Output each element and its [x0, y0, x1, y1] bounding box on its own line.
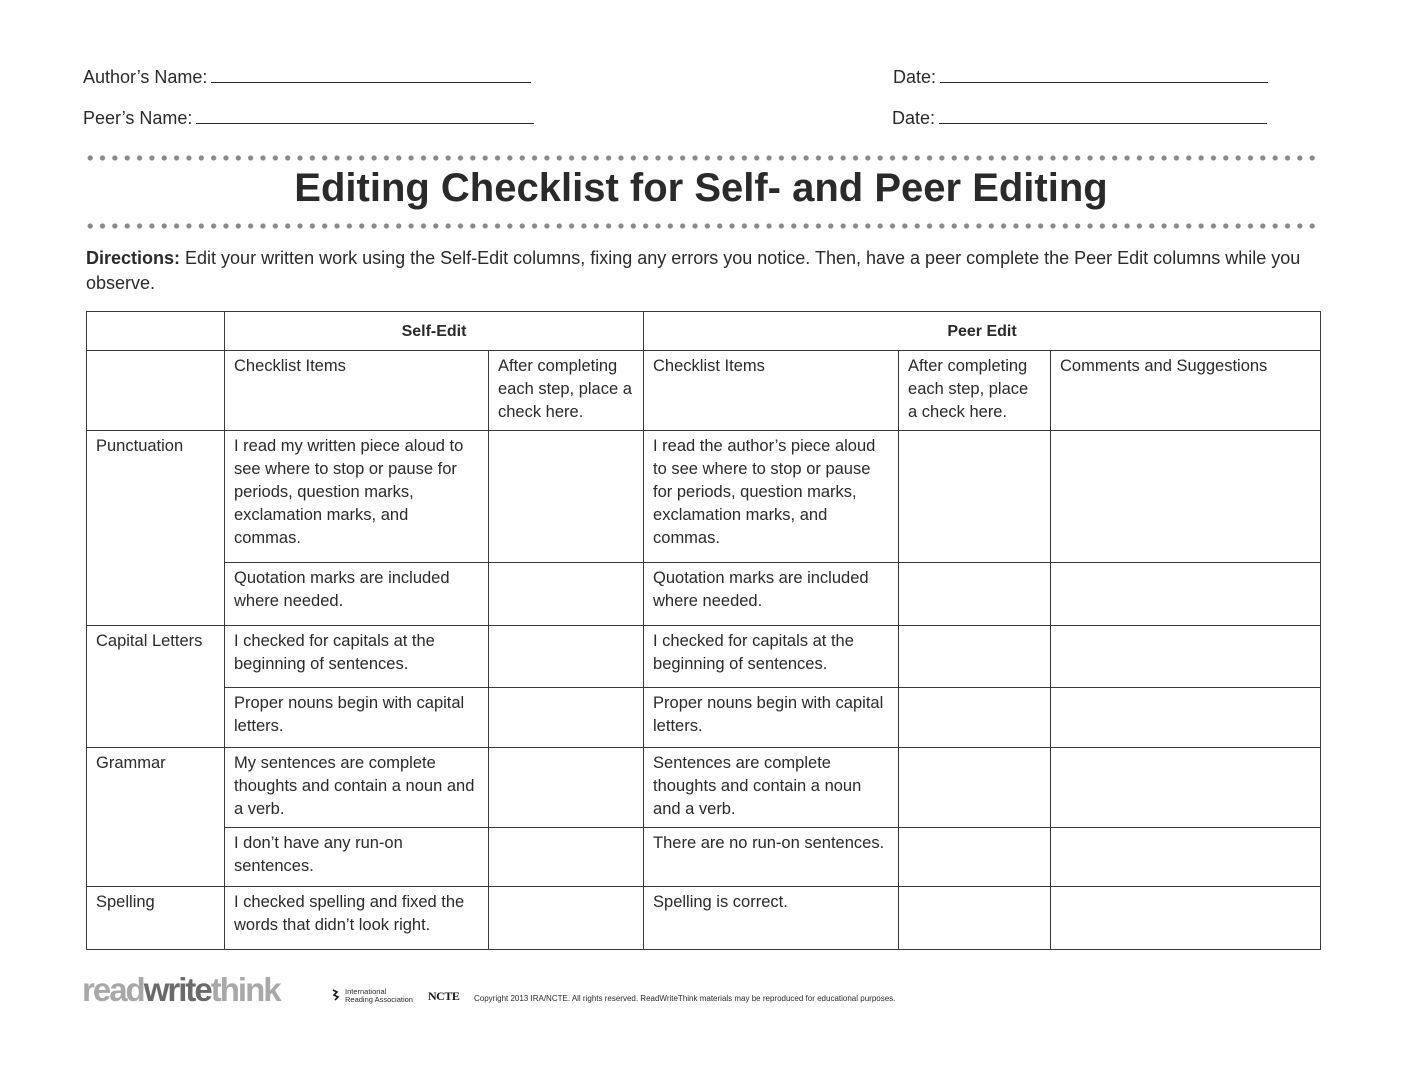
author-name-field[interactable] [83, 66, 531, 88]
category-grammar: Grammar [87, 748, 225, 887]
peer-item: Sentences are complete thoughts and contain a noun and a verb. [644, 748, 899, 828]
peer-date-field[interactable] [892, 107, 1267, 129]
peer-checklist-items-header: Checklist Items [644, 351, 899, 431]
empty-corner-cell [87, 312, 225, 351]
peer-date-line [939, 107, 1267, 124]
self-check-cell[interactable] [489, 828, 644, 887]
author-name-label: Author’s Name: [83, 67, 208, 87]
self-check-cell[interactable] [489, 431, 644, 563]
self-item: My sentences are complete thoughts and contain a noun and a verb. [225, 748, 489, 828]
footer [82, 970, 982, 1010]
column-header-row [87, 351, 1321, 431]
readwritethink-logo: readwritethink [82, 971, 280, 1008]
author-date-line [940, 66, 1268, 83]
peer-item: I read the author’s piece aloud to see where to stop or pause for periods, question marks, exclamation marks, and commas. [644, 431, 899, 563]
table-row [87, 748, 1321, 828]
self-check-header: After completing each step, place a check here. [489, 351, 644, 431]
self-check-cell[interactable] [489, 626, 644, 688]
peer-item: There are no run-on sentences. [644, 828, 899, 887]
comments-cell[interactable] [1051, 887, 1321, 950]
self-item: I checked for capitals at the beginning of sentences. [225, 626, 489, 688]
comments-cell[interactable] [1051, 626, 1321, 688]
directions-label: Directions: [86, 248, 181, 268]
directions-text: Edit your written work using the Self-Edit columns, fixing any errors you notice. Then, have a peer complete the Peer Edit columns while you observe. [86, 248, 1301, 293]
table-row [87, 563, 1321, 626]
copyright-text: Copyright 2013 IRA/NCTE. All rights reserved. ReadWriteThink materials may be reproduced for educational purposes. [474, 994, 896, 1003]
peer-date-label: Date: [892, 108, 936, 128]
comments-cell[interactable] [1051, 563, 1321, 626]
comments-cell[interactable] [1051, 748, 1321, 828]
page-title: Editing Checklist for Self- and Peer Editing [294, 166, 1108, 210]
comments-cell[interactable] [1051, 828, 1321, 887]
self-item: I don’t have any run-on sentences. [225, 828, 489, 887]
table-row [87, 828, 1321, 887]
self-item: Quotation marks are included where needed. [225, 563, 489, 626]
peer-item: Quotation marks are included where needed. [644, 563, 899, 626]
peer-item: Spelling is correct. [644, 887, 899, 950]
author-date-field[interactable] [893, 66, 1268, 88]
peer-check-cell[interactable] [899, 887, 1051, 950]
self-check-cell[interactable] [489, 688, 644, 748]
comments-cell[interactable] [1051, 688, 1321, 748]
peer-check-cell[interactable] [899, 748, 1051, 828]
self-item: I read my written piece aloud to see where to stop or pause for periods, question marks, exclamation marks, and commas. [225, 431, 489, 563]
self-checklist-items-header: Checklist Items [225, 351, 489, 431]
group-header-row [87, 312, 1321, 351]
peer-check-header: After completing each step, place a check here. [899, 351, 1051, 431]
category-capital-letters: Capital Letters [87, 626, 225, 748]
peer-item: I checked for capitals at the beginning of sentences. [644, 626, 899, 688]
peer-check-cell[interactable] [899, 828, 1051, 887]
author-name-line [211, 66, 531, 83]
self-check-cell[interactable] [489, 887, 644, 950]
dotted-divider-bottom [84, 223, 1320, 229]
ncte-logo: NCTE [428, 989, 460, 1003]
peer-name-field[interactable] [83, 107, 534, 129]
ira-logo-text: International Reading Association [345, 987, 413, 1004]
peer-check-cell[interactable] [899, 431, 1051, 563]
self-check-cell[interactable] [489, 748, 644, 828]
comments-cell[interactable] [1051, 431, 1321, 563]
directions [86, 246, 1302, 296]
category-spelling: Spelling [87, 887, 225, 950]
category-punctuation: Punctuation [87, 431, 225, 626]
comments-header: Comments and Suggestions [1051, 351, 1321, 431]
self-edit-header: Self-Edit [225, 312, 644, 351]
peer-name-line [196, 107, 534, 124]
self-item: Proper nouns begin with capital letters. [225, 688, 489, 748]
peer-check-cell[interactable] [899, 626, 1051, 688]
table-row [87, 688, 1321, 748]
peer-check-cell[interactable] [899, 563, 1051, 626]
dotted-divider-top [84, 155, 1320, 161]
peer-name-label: Peer’s Name: [83, 108, 193, 128]
peer-check-cell[interactable] [899, 688, 1051, 748]
editing-checklist-table [86, 311, 1321, 950]
ira-logo-icon [332, 989, 340, 1001]
peer-edit-header: Peer Edit [644, 312, 1321, 351]
empty-category-header [87, 351, 225, 431]
author-date-label: Date: [893, 67, 937, 87]
table-row [87, 887, 1321, 950]
self-item: I checked spelling and fixed the words that didn’t look right. [225, 887, 489, 950]
table-row [87, 626, 1321, 688]
peer-item: Proper nouns begin with capital letters. [644, 688, 899, 748]
self-check-cell[interactable] [489, 563, 644, 626]
table-row [87, 431, 1321, 563]
